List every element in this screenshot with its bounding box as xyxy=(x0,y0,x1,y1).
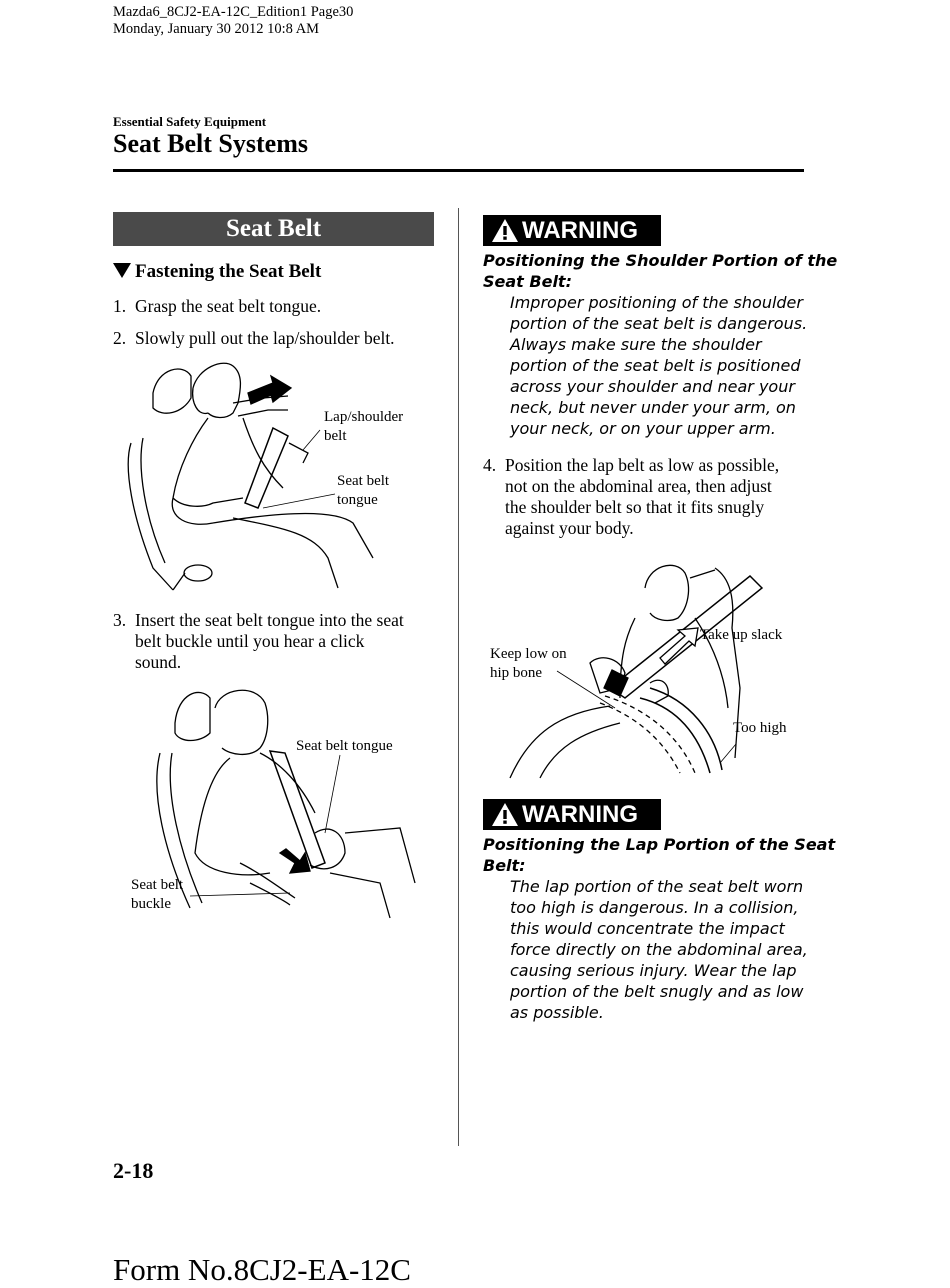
step-text-line-1: Insert the seat belt tongue into the seat xyxy=(135,610,404,630)
section-banner: Seat Belt xyxy=(113,212,434,246)
warning-triangle-icon xyxy=(491,218,519,243)
step-number: 4. xyxy=(483,455,497,475)
figure2-label-tongue: Seat belt tongue xyxy=(296,738,393,754)
figure3-label-keep-low: Keep low on hip bone xyxy=(490,646,567,681)
step-text-line-2: belt buckle until you hear a click xyxy=(135,631,365,651)
meta-line-1: Mazda6_8CJ2-EA-12C_Edition1 Page30 xyxy=(113,4,354,20)
step-text-line-2: not on the abdominal area, then adjust xyxy=(505,476,772,496)
step-text: Grasp the seat belt tongue. xyxy=(135,296,322,316)
figure2-label-buckle: Seat belt buckle xyxy=(131,877,184,912)
warning-badge-1 xyxy=(483,215,661,246)
warning1-heading: Positioning the Shoulder Portion of the Seat Belt: xyxy=(483,251,838,291)
figure3-label-too-high: Too high xyxy=(733,720,787,736)
step-number: 1. xyxy=(113,296,127,316)
figure3-label-take-up: Take up slack xyxy=(700,627,783,643)
step-number: 3. xyxy=(113,610,127,630)
step-text: Slowly pull out the lap/shoulder belt. xyxy=(135,328,395,348)
step-text-line-3: the shoulder belt so that it fits snugly xyxy=(505,497,765,517)
figure1-label-tongue: Seat belt tongue xyxy=(337,473,390,508)
form-number: Form No.8CJ2-EA-12C xyxy=(113,1252,411,1287)
document-meta xyxy=(113,4,353,38)
step-text-line-4: against your body. xyxy=(505,518,634,538)
step-3 xyxy=(113,610,453,673)
step-number: 2. xyxy=(113,328,127,348)
page-number: 2-18 xyxy=(113,1158,154,1183)
step-text-line-3: sound. xyxy=(135,652,182,672)
warning-badge-text: WARNING xyxy=(522,217,638,244)
section-label: Essential Safety Equipment xyxy=(113,114,267,129)
step-4 xyxy=(483,455,803,539)
down-triangle-icon xyxy=(113,263,131,278)
page-title: Seat Belt Systems xyxy=(113,129,308,158)
warning2-heading: Positioning the Lap Portion of the Seat Belt: xyxy=(483,835,836,875)
title-rule xyxy=(113,169,804,172)
warning-badge-text: WARNING xyxy=(522,801,638,828)
warning2-body: The lap portion of the seat belt worn too high is dangerous. In a collision, this would concentrate the impact force directly on the abdominal area, causing serious injury. Wear the lap portion of the belt snugly and as low as possible. xyxy=(510,877,808,1022)
step-2 xyxy=(113,328,453,349)
warning-badge-2 xyxy=(483,799,661,830)
step-text-line-1: Position the lap belt as low as possible, xyxy=(505,455,780,475)
subheading-text: Fastening the Seat Belt xyxy=(135,261,322,282)
warning1-body: Improper positioning of the shoulder portion of the seat belt is dangerous. Always make sure the shoulder portion of the seat belt is positioned across your shoulder and near your neck, but never under your arm, on your neck, or on your upper arm. xyxy=(510,293,808,438)
warning-triangle-icon xyxy=(491,802,519,827)
step-1 xyxy=(113,296,453,317)
column-divider xyxy=(458,208,459,1146)
figure1-label-lap-shoulder: Lap/shoulder belt xyxy=(324,409,404,444)
subheading xyxy=(113,261,321,283)
meta-line-2: Monday, January 30 2012 10:8 AM xyxy=(113,21,320,37)
